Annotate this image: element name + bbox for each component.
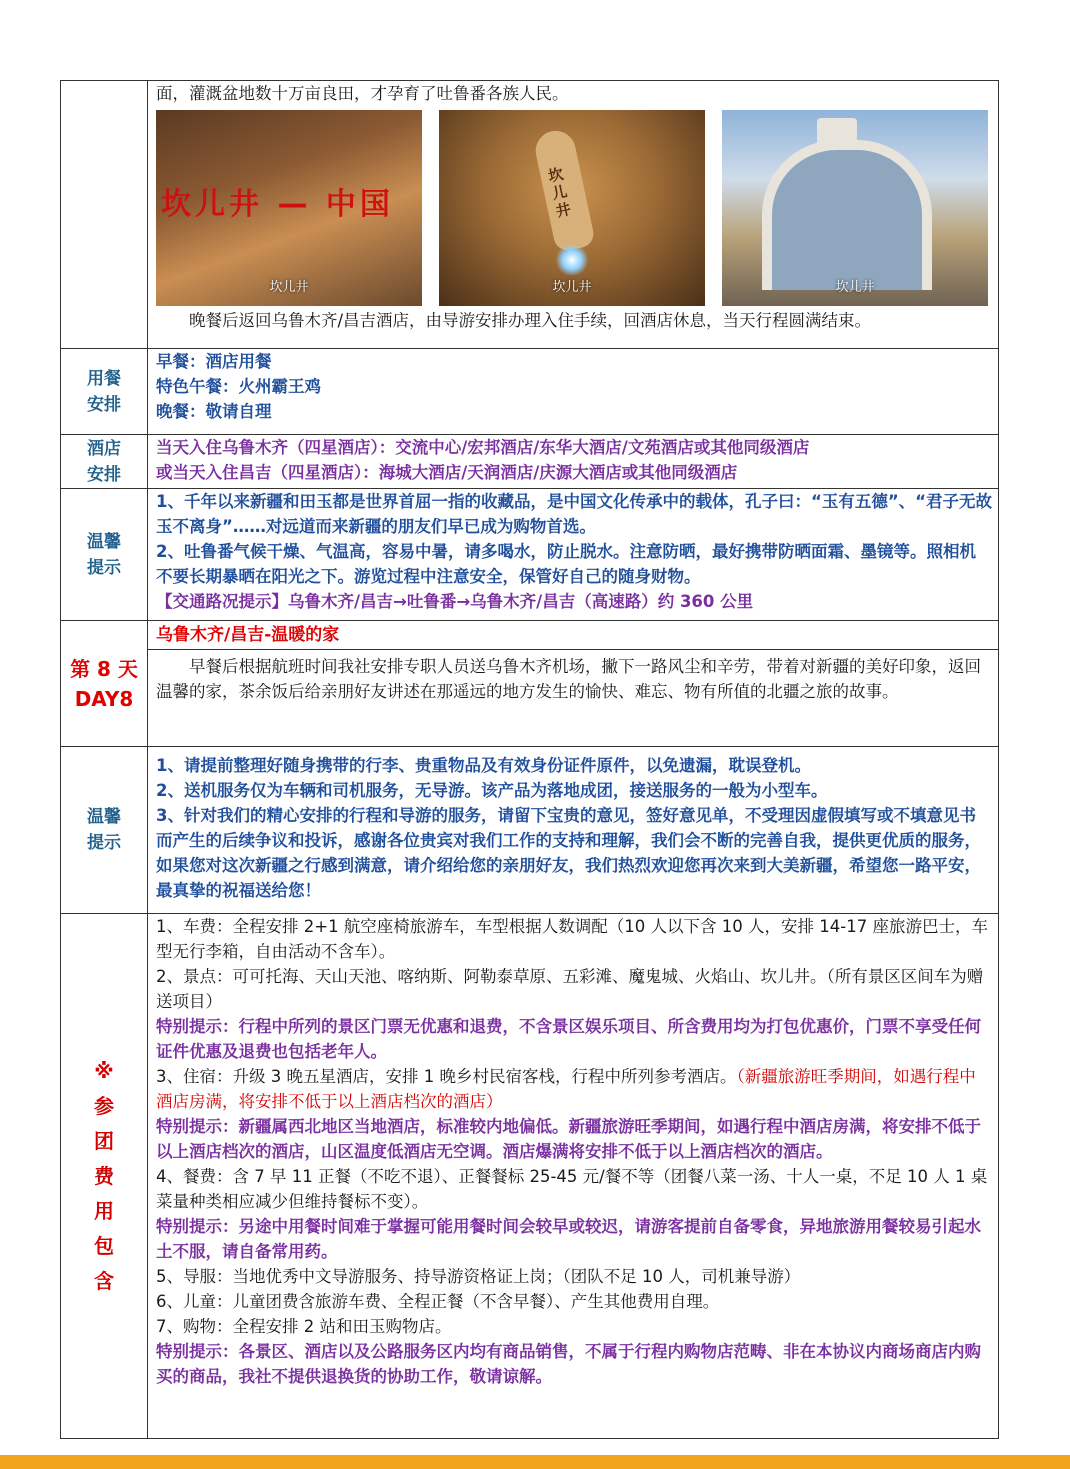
fees-label-char: 含 xyxy=(94,1268,114,1293)
meal-line: 特色午餐：火州霸王鸡 xyxy=(156,377,321,396)
special-note: 特别提示：各景区、酒店以及公路服务区内均有商品销售，不属于行程内购物店范畴、非在本协议内商场商店内购买的商品，我社不提供退换货的协助工作，敬请谅解。 xyxy=(156,1342,981,1386)
row-meals xyxy=(61,349,999,435)
photo-caption: 坎儿井 xyxy=(835,280,875,295)
fees-label-char: 包 xyxy=(94,1233,114,1258)
hotel-content xyxy=(148,435,999,489)
fees-label-char: 团 xyxy=(94,1128,114,1153)
tips1-label xyxy=(61,489,148,621)
row-fees xyxy=(61,914,999,1439)
row-tips-2 xyxy=(61,747,999,914)
tips2-label-text: 温馨提示 xyxy=(87,807,121,853)
hotel-label-text: 酒店安排 xyxy=(87,438,121,485)
photo-caption: 坎儿井 xyxy=(552,280,592,295)
tip-paragraph: 1、千年以来新疆和田玉都是世界首屈一指的收藏品，是中国文化传承中的载体，孔子曰：“玉有五德”、“君子无故玉不离身”……对远道而来新疆的朋友们早已成为购物首选。 xyxy=(156,492,993,536)
fees-label xyxy=(61,914,148,1439)
fees-label-char: 参 xyxy=(94,1093,114,1118)
row-intro-content xyxy=(148,81,999,349)
row-day8 xyxy=(61,621,999,747)
evening-text: 晚餐后返回乌鲁木齐/昌吉酒店，由导游安排办理入住手续，回酒店休息，当天行程圆满结束。 xyxy=(189,311,872,330)
fees-content xyxy=(148,914,999,1439)
traffic-note: 【交通路况提示】乌鲁木齐/昌吉→吐鲁番→乌鲁木齐/昌吉（高速路）约 360 公里 xyxy=(156,592,754,611)
day8-text: 早餐后根据航班时间我社安排专职人员送乌鲁木齐机场，撇下一路风尘和辛劳，带着对新疆的美好印象，返回温馨的家，茶余饭后给亲朋好友讲述在那遥远的地方发生的愉快、难忘、物有所值的北疆之旅的故事。 xyxy=(156,657,981,701)
hotel-line: 或当天入住昌吉（四星酒店）：海城大酒店/天润酒店/庆源大酒店或其他同级酒店 xyxy=(156,463,738,482)
meals-label xyxy=(61,349,148,435)
row-intro-left xyxy=(61,81,148,349)
lodging-note: （新疆旅游旺季期间，如遇行程中酒店房满，将安排不低于以上酒店档次的酒店） xyxy=(156,1067,976,1111)
karez-photo-1-overlay: 坎儿井 — 中国 xyxy=(161,187,394,222)
karez-photo-2-overlay: 坎儿井 xyxy=(546,164,573,221)
fee-item-shopping: 7、购物：全程安排 2 站和田玉购物店。 xyxy=(156,1317,452,1336)
tips1-content xyxy=(148,489,999,621)
tip-paragraph: 2、送机服务仅为车辆和司机服务，无导游。该产品为落地成团，接送服务的一般为小型车。 xyxy=(156,781,828,800)
fee-item-sights: 2、景点：可可托海、天山天池、喀纳斯、阿勒泰草原、五彩滩、魔鬼城、火焰山、坎儿井。（所有景区区间车为赠送项目） xyxy=(156,967,984,1011)
row-intro xyxy=(61,81,999,349)
fees-label-char: 用 xyxy=(94,1198,114,1223)
special-note: 特别提示：另途中用餐时间难于掌握可能用餐时间会较早或较迟，请游客提前自备零食，异地旅游用餐较易引起水土不服，请自备常用药。 xyxy=(156,1217,981,1261)
tip-paragraph: 3、针对我们的精心安排的行程和导游的服务，请留下宝贵的意见，签好意见单，不受理因虚假填写或不填意见书而产生的后续争议和投诉，感谢各位贵宾对我们工作的支持和理解，我们会不断的完善自我，提供更优质的服务，如果您对这次新疆之行感到满意，请介绍给您的亲朋好友，我们热烈欢迎您再次来到大美新疆，希望您一路平安，最真挚的祝福送给您！ xyxy=(156,806,981,900)
meal-line: 早餐：酒店用餐 xyxy=(156,352,272,371)
tip-paragraph: 2、吐鲁番气候干燥、气温高，容易中暑，请多喝水，防止脱水。注意防晒，最好携带防晒面霜、墨镜等。照相机不要长期暴晒在阳光之下。游览过程中注意安全，保管好自己的随身财物。 xyxy=(156,542,976,586)
day8-title: 乌鲁木齐/昌吉-温暖的家 xyxy=(148,621,998,650)
meals-label-text: 用餐安排 xyxy=(87,368,121,415)
intro-text: 面，灌溉盆地数十万亩良田，才孕育了吐鲁番各族人民。 xyxy=(156,84,569,103)
fee-item-child: 6、儿童：儿童团费含旅游车费、全程正餐（不含早餐）、产生其他费用自理。 xyxy=(156,1292,720,1311)
fee-item-guide: 5、导服：当地优秀中文导游服务、持导游资格证上岗；（团队不足 10 人，司机兼导游） xyxy=(156,1267,801,1286)
tips2-label xyxy=(61,747,148,914)
hotel-line: 当天入住乌鲁木齐（四星酒店）：交流中心/宏邦酒店/东华大酒店/文苑酒店或其他同级酒店 xyxy=(156,438,810,457)
lodging-text: 3、住宿：升级 3 晚五星酒店，安排 1 晚乡村民宿客栈，行程中所列参考酒店。 xyxy=(156,1067,737,1086)
special-note: 特别提示：新疆属西北地区当地酒店，标准较内地偏低。新疆旅游旺季期间，如遇行程中酒店房满，将安排不低于以上酒店档次的酒店，山区温度低酒店无空调。酒店爆满将安排不低于以上酒店档次的酒店。 xyxy=(156,1117,981,1161)
photo-caption: 坎儿井 xyxy=(269,280,309,295)
row-hotel xyxy=(61,435,999,489)
tips1-label-text: 温馨提示 xyxy=(87,531,121,578)
day8-label-cn: 第 8 天 xyxy=(70,656,138,681)
day8-content xyxy=(148,621,999,747)
arch-gate-icon xyxy=(762,140,932,290)
fee-item-meals: 4、餐费：含 7 早 11 正餐（不吃不退）、正餐餐标 25-45 元/餐不等（团餐八菜一汤、十人一桌，不足 10 人 1 桌菜量种类相应减少但维持餐标不变）。 xyxy=(156,1167,988,1211)
row-tips-1 xyxy=(61,489,999,621)
tip-paragraph: 1、请提前整理好随身携带的行李、贵重物品及有效身份证件原件，以免遗漏，耽误登机。 xyxy=(156,756,811,775)
itinerary-table xyxy=(60,80,999,1439)
photo-row xyxy=(156,106,992,308)
fee-item-lodging xyxy=(156,1064,992,1114)
karez-photo-2 xyxy=(439,110,705,306)
footer-accent-bar xyxy=(0,1455,1070,1469)
special-note: 特别提示：行程中所列的景区门票无优惠和退费，不含景区娱乐项目、所含费用均为打包优惠价，门票不享受任何证件优惠及退费也包括老年人。 xyxy=(156,1017,981,1061)
fee-item-car: 1、车费：全程安排 2+1 航空座椅旅游车，车型根据人数调配（10 人以下含 10 人，安排 14-17 座旅游巴士，车型无行李箱，自由活动不含车）。 xyxy=(156,917,988,961)
karez-photo-3 xyxy=(722,110,988,306)
tips2-content xyxy=(148,747,999,914)
meals-content xyxy=(148,349,999,435)
fees-label-char: 费 xyxy=(94,1163,114,1188)
meal-line: 晚餐：敬请自理 xyxy=(156,402,272,421)
day8-label-en: DAY8 xyxy=(74,686,134,711)
day8-label xyxy=(61,621,148,747)
hotel-label xyxy=(61,435,148,489)
fees-label-char: ※ xyxy=(94,1058,114,1083)
karez-photo-1 xyxy=(156,110,422,306)
water-glow-icon xyxy=(554,245,590,275)
